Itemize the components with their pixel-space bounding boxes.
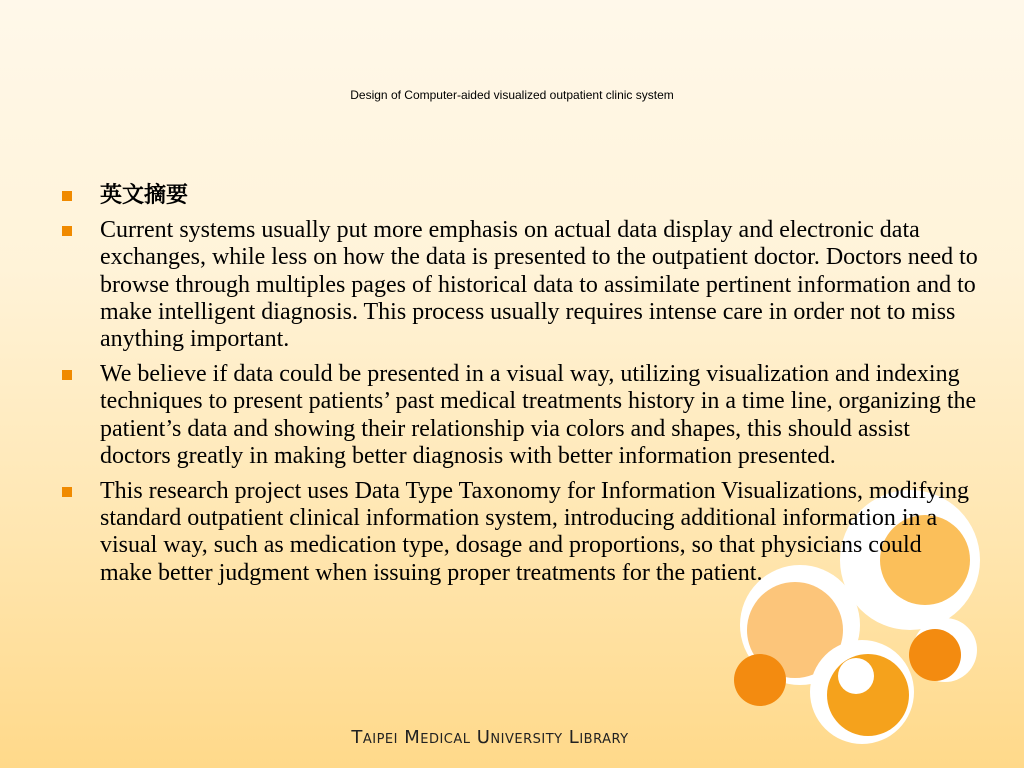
square-bullet-icon: [62, 191, 72, 201]
square-bullet-icon: [62, 226, 72, 236]
deco-circle-dark-orange-left: [734, 654, 786, 706]
bullet-text: We believe if data could be presented in a visual way, utilizing visualization and indexing techniques to present patients’ past medical treatments history in a time line, organizing the patient’s data and showing their relationship via colors and shapes, this should assist doctors greatly in making better diagnosis with better information presented.: [100, 361, 977, 469]
bullet-heading: 英文摘要: [100, 182, 189, 208]
slide-title: Design of Computer-aided visualized outpatient clinic system: [350, 88, 674, 102]
bullet-text: Current systems usually put more emphasis on actual data display and electronic data exchanges, while less on how the data is presented to the outpatient doctor. Doctors need to browse through multiples pages of historical data to assimilate pertinent information and to make intelligent diagnosis. This process usually requires intense care in order not to miss anything important.: [100, 217, 978, 353]
square-bullet-icon: [62, 370, 72, 380]
bullet-list: [58, 182, 978, 595]
footer-library-name: Taipei Medical University Library: [351, 727, 629, 748]
bullet-text: This research project uses Data Type Taxonomy for Information Visualizations, modifying standard outpatient clinical information system, introducing additional information in a visual way, such as medication type, dosage and proportions, so that physicians could make better judgment when issuing proper treatments for the patient.: [100, 478, 969, 586]
bullet-item: [58, 217, 978, 353]
bullet-item: [58, 478, 978, 587]
deco-circle-dark-orange: [909, 629, 961, 681]
deco-circle-white-dot: [838, 658, 874, 694]
square-bullet-icon: [62, 487, 72, 497]
bullet-item: [58, 361, 978, 470]
bullet-item: [58, 182, 978, 209]
